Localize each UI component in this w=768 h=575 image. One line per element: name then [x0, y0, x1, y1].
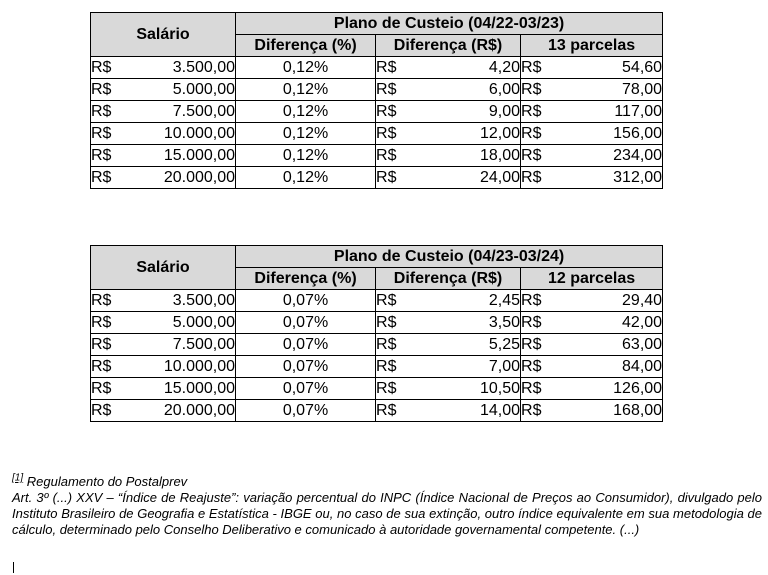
custeio-table-2023 [90, 245, 663, 422]
diff-pct-value: 0,12% [236, 123, 376, 145]
currency-label: R$ [521, 334, 566, 356]
table-row [91, 57, 663, 79]
table-body [91, 290, 663, 422]
parcelas-value: 63,00 [566, 334, 663, 356]
diff-rs-value: 6,00 [421, 79, 521, 101]
currency-label: R$ [376, 334, 421, 356]
diff-rs-value: 24,00 [421, 167, 521, 189]
currency-label: R$ [91, 57, 136, 79]
currency-label: R$ [376, 79, 421, 101]
table-row [91, 378, 663, 400]
currency-label: R$ [521, 312, 566, 334]
diff-rs-header: Diferença (R$) [376, 35, 521, 57]
salary-value: 20.000,00 [136, 400, 236, 422]
diff-pct-header: Diferença (%) [236, 35, 376, 57]
parcelas-value: 234,00 [566, 145, 663, 167]
currency-label: R$ [376, 312, 421, 334]
diff-pct-value: 0,07% [236, 334, 376, 356]
custeio-table-2022 [90, 12, 663, 189]
diff-pct-value: 0,12% [236, 79, 376, 101]
parcelas-value: 54,60 [566, 57, 663, 79]
parcelas-value: 84,00 [566, 356, 663, 378]
parcelas-value: 312,00 [566, 167, 663, 189]
currency-label: R$ [376, 101, 421, 123]
parcelas-value: 126,00 [566, 378, 663, 400]
diff-rs-value: 18,00 [421, 145, 521, 167]
table-row [91, 123, 663, 145]
currency-label: R$ [376, 123, 421, 145]
diff-rs-value: 7,00 [421, 356, 521, 378]
currency-label: R$ [521, 167, 566, 189]
diff-rs-value: 12,00 [421, 123, 521, 145]
salary-value: 15.000,00 [136, 378, 236, 400]
diff-pct-value: 0,07% [236, 378, 376, 400]
table-row [91, 145, 663, 167]
salary-value: 3.500,00 [136, 290, 236, 312]
currency-label: R$ [521, 123, 566, 145]
currency-label: R$ [376, 400, 421, 422]
salary-value: 5.000,00 [136, 312, 236, 334]
currency-label: R$ [91, 145, 136, 167]
salary-header: Salário [91, 13, 236, 57]
diff-pct-value: 0,07% [236, 290, 376, 312]
diff-pct-value: 0,07% [236, 312, 376, 334]
footnote [12, 474, 762, 538]
salary-value: 3.500,00 [136, 57, 236, 79]
currency-label: R$ [521, 57, 566, 79]
currency-label: R$ [376, 145, 421, 167]
parcelas-header: 13 parcelas [521, 35, 663, 57]
diff-rs-value: 4,20 [421, 57, 521, 79]
diff-rs-header: Diferença (R$) [376, 268, 521, 290]
currency-label: R$ [91, 167, 136, 189]
diff-rs-value: 9,00 [421, 101, 521, 123]
parcelas-value: 156,00 [566, 123, 663, 145]
currency-label: R$ [91, 101, 136, 123]
currency-label: R$ [521, 356, 566, 378]
footnote-title: Regulamento do Postalprev [26, 474, 188, 489]
parcelas-value: 42,00 [566, 312, 663, 334]
currency-label: R$ [91, 356, 136, 378]
diff-pct-value: 0,12% [236, 57, 376, 79]
currency-label: R$ [521, 378, 566, 400]
diff-rs-value: 2,45 [421, 290, 521, 312]
table-body [91, 57, 663, 189]
salary-value: 7.500,00 [136, 101, 236, 123]
salary-value: 15.000,00 [136, 145, 236, 167]
currency-label: R$ [91, 123, 136, 145]
parcelas-value: 29,40 [566, 290, 663, 312]
text-cursor [13, 562, 14, 573]
salary-value: 10.000,00 [136, 356, 236, 378]
parcelas-header: 12 parcelas [521, 268, 663, 290]
salary-value: 20.000,00 [136, 167, 236, 189]
currency-label: R$ [91, 79, 136, 101]
footnote-text: Art. 3º (...) XXV – “Índice de Reajuste”: variação percentual do INPC (Índice Nacional de Preços ao Consumidor), divulgado pelo Instituto Brasileiro de Geografia e Estatística - IBGE ou, no caso de sua extinção, outro índice equivalente em sua metodologia de cálculo, determinado pelo Conselho Deliberativo e comunicado à autoridade governamental competente. (...) [12, 490, 762, 537]
diff-rs-value: 3,50 [421, 312, 521, 334]
currency-label: R$ [376, 167, 421, 189]
currency-label: R$ [376, 57, 421, 79]
salary-value: 5.000,00 [136, 79, 236, 101]
currency-label: R$ [91, 400, 136, 422]
table-row [91, 356, 663, 378]
plan-header: Plano de Custeio (04/22-03/23) [236, 13, 663, 35]
parcelas-value: 78,00 [566, 79, 663, 101]
salary-value: 10.000,00 [136, 123, 236, 145]
table-row [91, 334, 663, 356]
currency-label: R$ [521, 101, 566, 123]
diff-pct-value: 0,12% [236, 167, 376, 189]
table-row [91, 400, 663, 422]
diff-rs-value: 5,25 [421, 334, 521, 356]
table-row [91, 79, 663, 101]
parcelas-value: 117,00 [566, 101, 663, 123]
diff-pct-value: 0,12% [236, 101, 376, 123]
salary-value: 7.500,00 [136, 334, 236, 356]
currency-label: R$ [521, 400, 566, 422]
currency-label: R$ [521, 290, 566, 312]
plan-header: Plano de Custeio (04/23-03/24) [236, 246, 663, 268]
footnote-ref-link[interactable]: [1] [12, 472, 24, 484]
currency-label: R$ [376, 356, 421, 378]
currency-label: R$ [521, 145, 566, 167]
salary-header: Salário [91, 246, 236, 290]
diff-pct-value: 0,07% [236, 356, 376, 378]
table-row [91, 290, 663, 312]
table-row [91, 101, 663, 123]
currency-label: R$ [91, 290, 136, 312]
diff-pct-value: 0,12% [236, 145, 376, 167]
parcelas-value: 168,00 [566, 400, 663, 422]
currency-label: R$ [376, 290, 421, 312]
table-row [91, 167, 663, 189]
currency-label: R$ [376, 378, 421, 400]
diff-pct-value: 0,07% [236, 400, 376, 422]
currency-label: R$ [91, 312, 136, 334]
currency-label: R$ [91, 378, 136, 400]
footnote-title-line [12, 474, 762, 490]
currency-label: R$ [521, 79, 566, 101]
currency-label: R$ [91, 334, 136, 356]
diff-rs-value: 10,50 [421, 378, 521, 400]
table-row [91, 312, 663, 334]
diff-rs-value: 14,00 [421, 400, 521, 422]
diff-pct-header: Diferença (%) [236, 268, 376, 290]
